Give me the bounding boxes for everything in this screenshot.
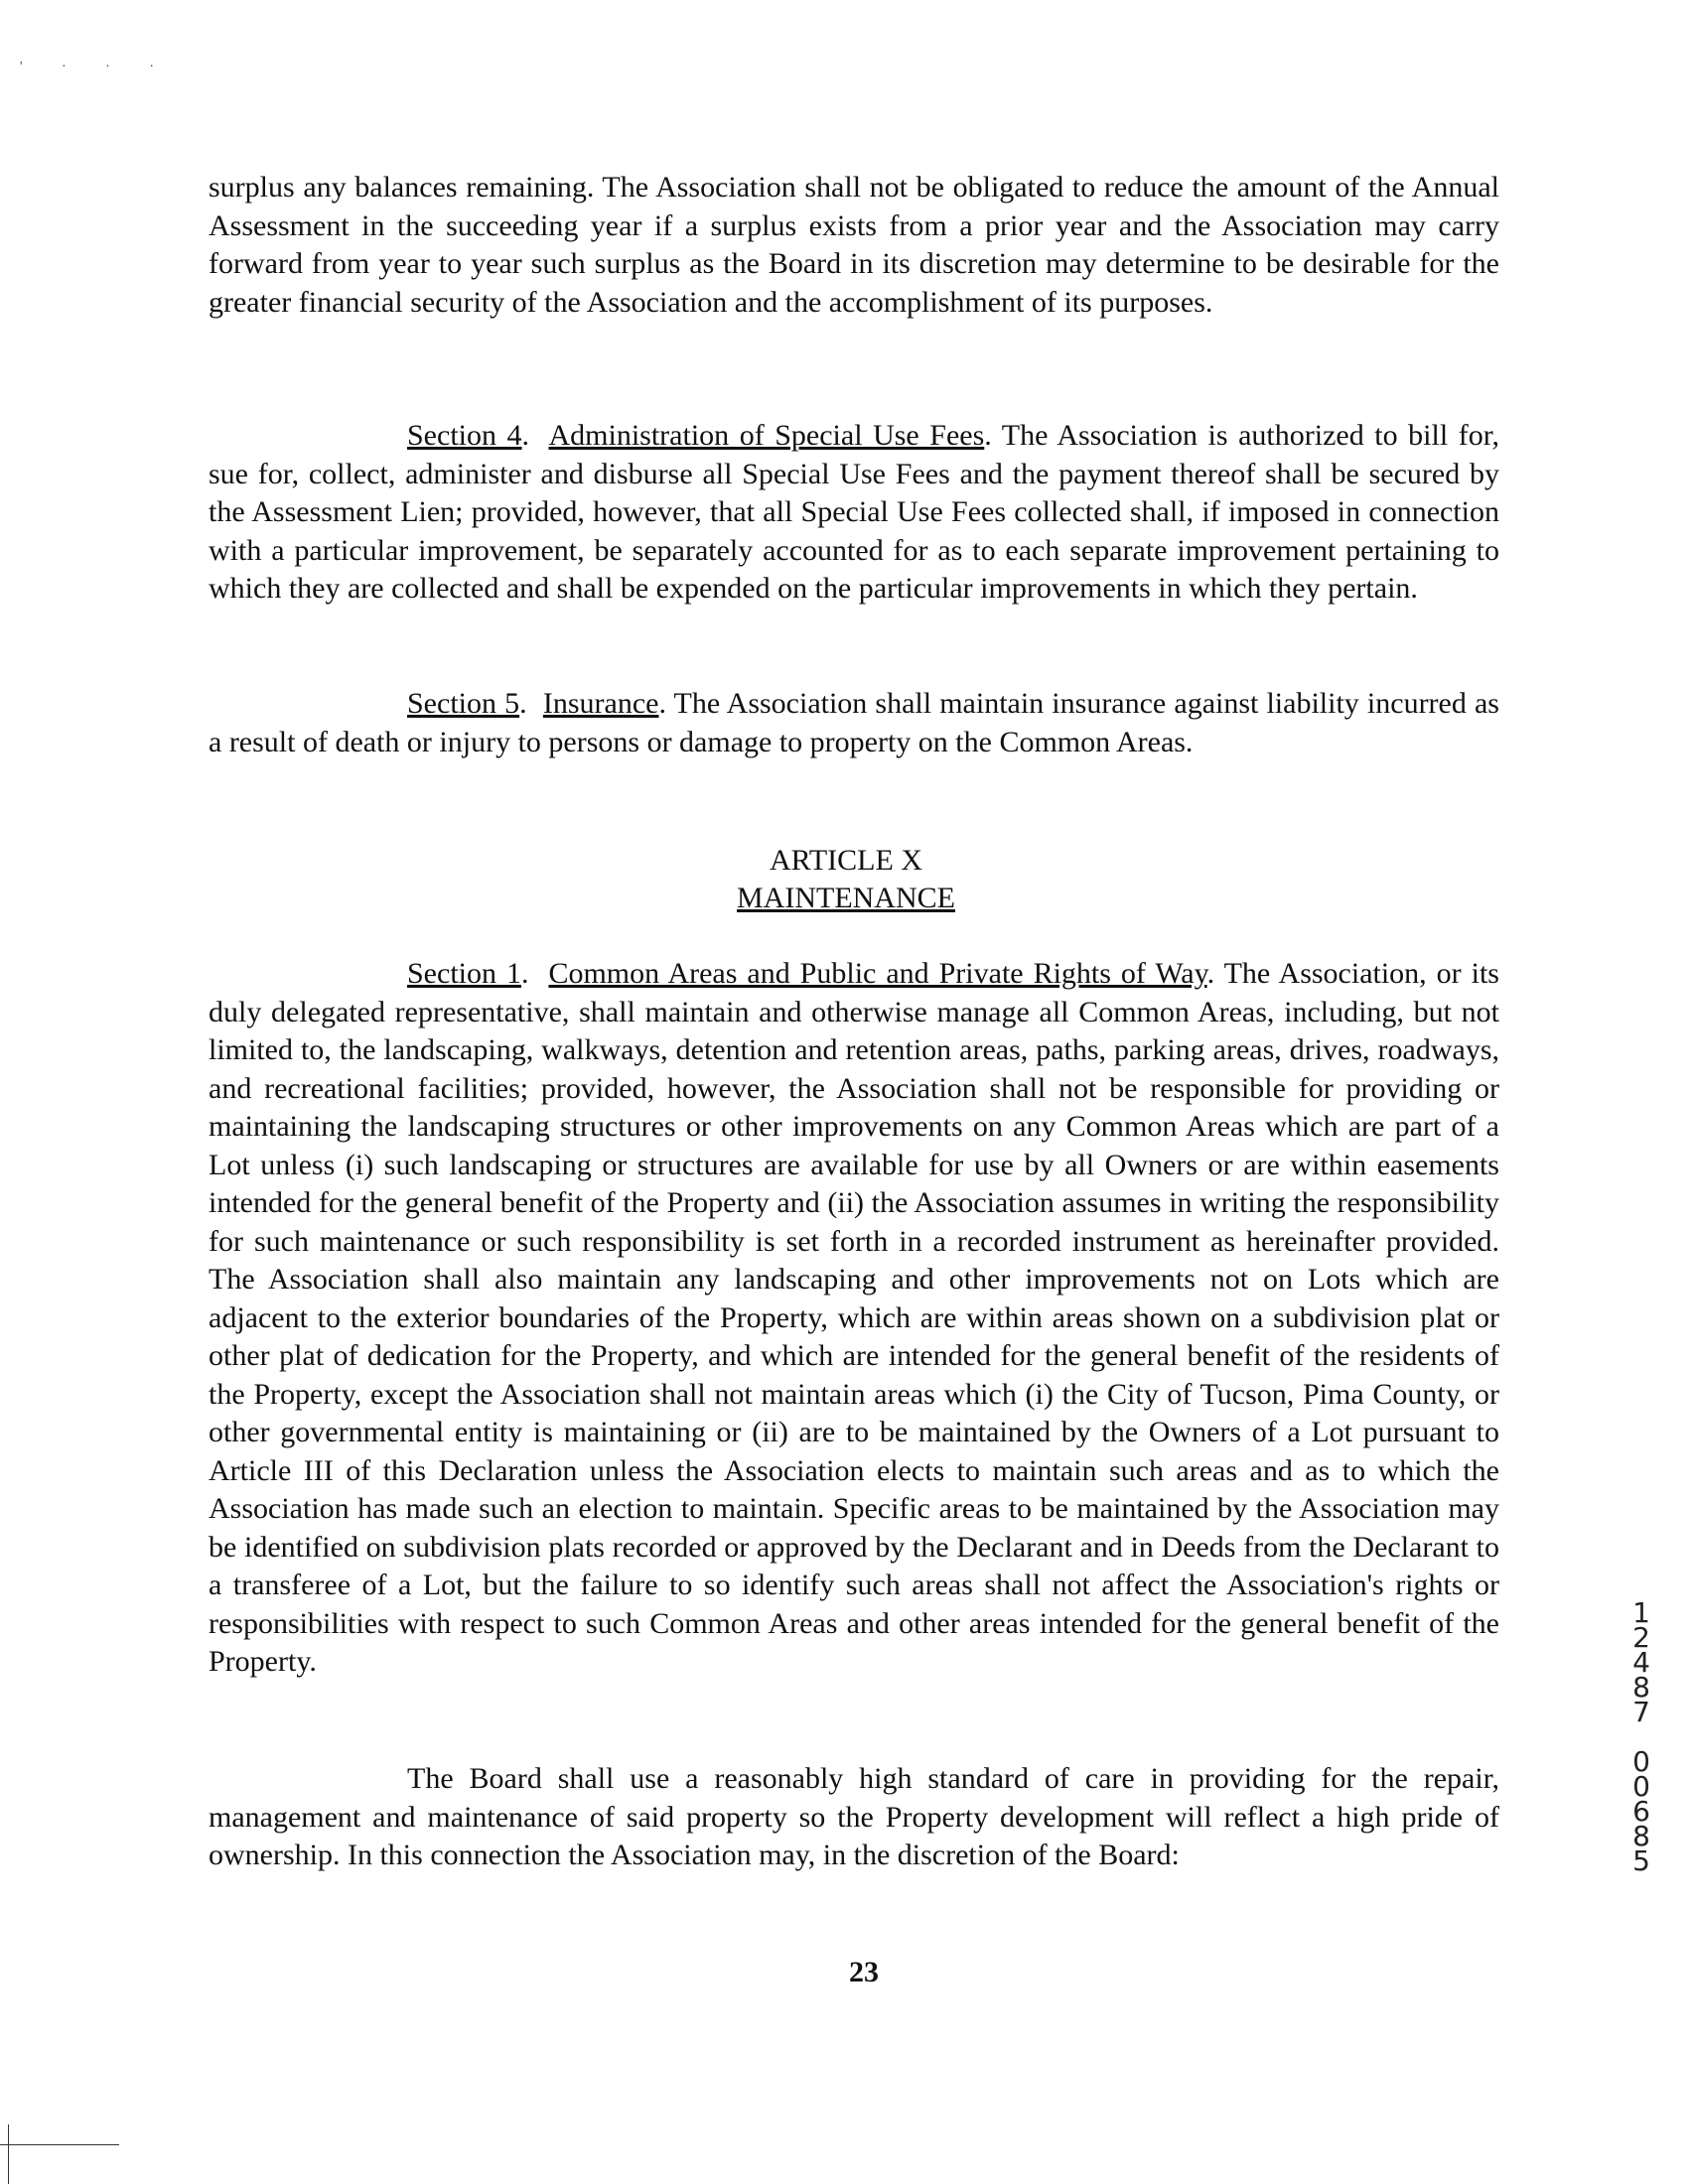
scan-marks: ' · · · — [20, 60, 173, 74]
section-1-title: Common Areas and Public and Private Rights of Way — [548, 957, 1207, 990]
section-4-body: The Association is authorized to bill for, sue for, collect, administer and disburse all Special Use Fees and the payment thereof shall be secured by the Assessment Lien; provided, however, that all Special Use Fees collected shall, if imposed in connection with a particular improvement, be separately accounted for as to each separate improvement pertaining to which they are collected and shall be expended on the particular improvements in which they pertain. — [209, 419, 1499, 605]
article-number: ARTICLE X — [769, 844, 922, 877]
docket-stamp — [1626, 1596, 1656, 1728]
page-stamp — [1626, 1745, 1656, 1877]
scan-edge-left — [8, 2124, 9, 2184]
article-title: MAINTENANCE — [737, 882, 955, 914]
docket-digit: 4 — [1632, 1646, 1650, 1679]
section-4-title: Administration of Special Use Fees — [548, 419, 985, 452]
paragraph-surplus: surplus any balances remaining. The Association shall not be obligated to reduce the amount of the Annual Assessment in the succeeding year if a surplus exists from a prior year and the Association may carry forward from year to year such surplus as the Board in its discretion may determine to be desirable for the greater financial security of the Association and the accomplishment of its purposes. — [209, 171, 1499, 319]
section-4: Section 4. Administration of Special Use Fees. The Association is authorized to bill for, sue for, collect, administer and disburse all Special Use Fees and the payment thereof shall be secured by the Assessment Lien; provided, however, that all Special Use Fees collected shall, if imposed in connection with a particular improvement, be separately accounted for as to each separate improvement pertaining to which they are collected and shall be expended on the particular improvements in which they pertain. — [209, 419, 1499, 605]
scan-edge-line — [0, 2144, 119, 2145]
docket-digit: 1 — [1632, 1596, 1650, 1629]
section-5-label: Section 5 — [407, 687, 520, 720]
section-1-label: Section 1 — [407, 957, 521, 990]
section-1: Section 1. Common Areas and Public and Private Rights of Way. The Association, or its duly delegated representative, shall maintain and otherwise manage all Common Areas, including, but not limited to, the landscaping, walkways, detention and retention areas, paths, parking areas, drives, roadways, and recreational facilities; provided, however, the Association shall not be responsible for providing or maintaining the landscaping structures or other improvements on any Common Areas which are part of a Lot unless (i) such landscaping or structures are available for use by all Owners or are within easements intended for the general benefit of the Property and (ii) the Association assumes in writing the responsibility for such maintenance or such responsibility is set forth in a recorded instrument as hereinafter provided. The Association shall also maintain any landscaping and other improvements not on Lots which are adjacent to the exterior boundaries of the Property, which are within areas shown on a subdivision plat or other plat of dedication for the Property, and which are intended for the general benefit of the residents of the Property, except the Association shall not maintain areas which (i) the City of Tucson, Pima County, or other governmental entity is maintaining or (ii) are to be maintained by the Owners of a Lot pursuant to Article III of this Declaration unless the Association elects to maintain such areas and as to which the Association has made such an election to maintain. Specific areas to be maintained by the Association may be identified on subdivision plats recorded or approved by the Declarant and in Deeds from the Declarant to a transferee of a Lot, but the failure to so identify such areas shall not affect the Association's rights or responsibilities with respect to such Common Areas and other areas intended for the general benefit of the Property. — [209, 957, 1499, 1678]
docket-digit: 2 — [1632, 1621, 1650, 1654]
section-5-body: The Association shall maintain insurance against liability incurred as a result of death or injury to persons or damage to property on the Common Areas. — [209, 687, 1499, 758]
docket-digit: 7 — [1632, 1696, 1650, 1728]
page-stamp-digit: 0 — [1632, 1745, 1650, 1778]
page-stamp-digit: 8 — [1632, 1820, 1650, 1852]
section-5-title: Insurance — [542, 687, 659, 720]
page-stamp-digit: 6 — [1632, 1795, 1650, 1828]
page-stamp-digit: 0 — [1632, 1770, 1650, 1803]
docket-digit: 8 — [1632, 1671, 1650, 1704]
article-title-wrap — [0, 880, 1692, 917]
paragraph-board: The Board shall use a reasonably high standard of care in providing for the repair, management and maintenance of said property so the Property development will reflect a high pride of ownership. In this connection the Association may, in the discretion of the Board: — [209, 1762, 1499, 1871]
section-4-label: Section 4 — [407, 419, 522, 452]
page-number: 23 — [849, 1956, 879, 1988]
section-5: Section 5. Insurance. The Association shall maintain insurance against liability incurred as a result of death or injury to persons or damage to property on the Common Areas. — [209, 687, 1499, 758]
section-1-body: The Association, or its duly delegated representative, shall maintain and otherwise manage all Common Areas, including, but not limited to, the landscaping, walkways, detention and retention areas, paths, parking areas, drives, roadways, and recreational facilities; provided, however, the Association shall not be responsible for providing or maintaining the landscaping structures or other improvements on any Common Areas which are part of a Lot unless (i) such landscaping or structures are available for use by all Owners or are within easements intended for the general benefit of the Property and (ii) the Association assumes in writing the responsibility for such maintenance or such responsibility is set forth in a recorded instrument as hereinafter provided. The Association shall also maintain any landscaping and other improvements not on Lots which are adjacent to the exterior boundaries of the Property, which are within areas shown on a subdivision plat or other plat of dedication for the Property, and which are intended for the general benefit of the residents of the Property, except the Association shall not maintain areas which (i) the City of Tucson, Pima County, or other governmental entity is maintaining or (ii) are to be maintained by the Owners of a Lot pursuant to Article III of this Declaration unless the Association elects to maintain such areas and as to which the Association has made such an election to maintain. Specific areas to be maintained by the Association may be identified on subdivision plats recorded or approved by the Declarant and in Deeds from the Declarant to a transferee of a Lot, but the failure to so identify such areas shall not affect the Association's rights or responsibilities with respect to such Common Areas and other areas intended for the general benefit of the Property. — [209, 957, 1499, 1678]
page-stamp-digit: 5 — [1632, 1844, 1650, 1877]
